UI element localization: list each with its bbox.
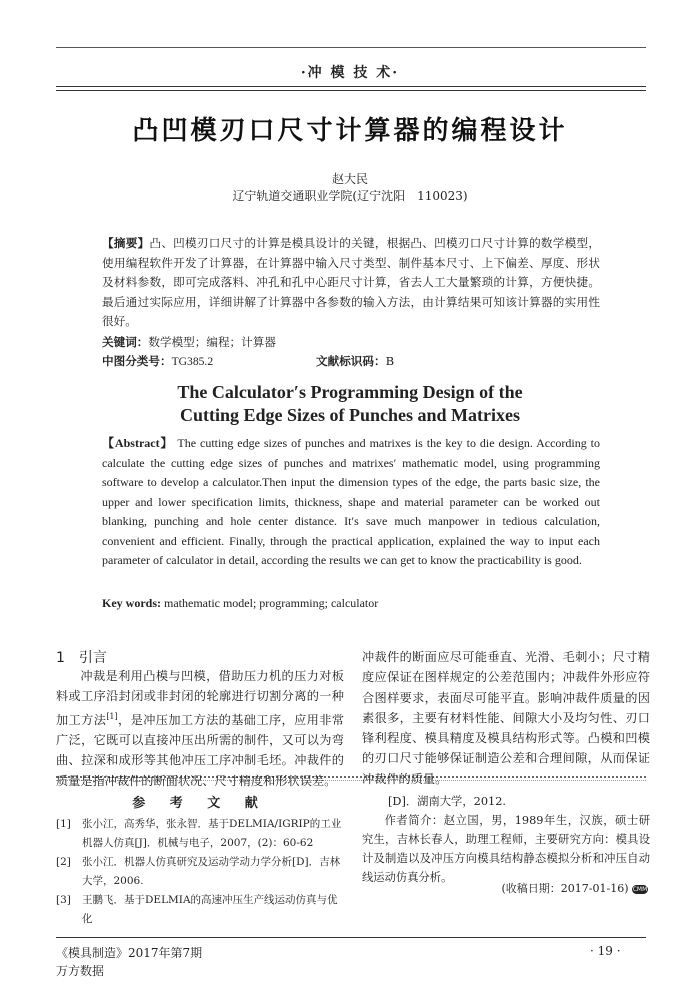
english-title xyxy=(0,381,700,427)
keywords-cn-label: 关键词： xyxy=(102,335,149,349)
keywords-en-text: mathematic model; programming; calculator xyxy=(164,596,379,610)
classification xyxy=(102,353,600,369)
received-date xyxy=(362,880,648,896)
abstract-en xyxy=(102,434,600,571)
section-rule-bottom xyxy=(56,90,646,91)
doc-code xyxy=(316,353,394,369)
reference-text: 张小江．机器人仿真研究及运动学动力学分析[D]．吉林大学，2006. xyxy=(82,856,341,887)
references-title: 参 考 文 献 xyxy=(132,796,268,811)
journal-footer: 《模具制造》2017年第7期 xyxy=(56,946,203,960)
abstract-cn-label: 【摘要】 xyxy=(102,236,150,250)
doc-label: 文献标识码： xyxy=(316,354,386,368)
intro-left-text-2: ，是冲压加工方法的基础工序，应用非常广泛，它既可以直接冲压出所需的制件，又可以为弯曲、拉深和成形等其他冲压工序冲制毛坯。冲裁件的质量是指冲裁件的断面状况、尺寸精度和形状误差。 xyxy=(56,712,345,788)
citation-ref: [1] xyxy=(106,711,118,721)
reference-item xyxy=(56,891,346,929)
intro-right-column: 冲裁件的断面应尽可能垂直、光滑、毛刺小；尺寸精度应保证在图样规定的公差范围内；冲裁件外形应符合图样要求，表面尽可能平直。影响冲裁件质量的因素很多，主要有材料性能、间隙大小及均匀性、刃口锋利程度、模具精度及模具结构形式等。凸模和凹模的刃口尺寸能够保证制造公差和合理间隙，从而保证冲裁件的质量。 xyxy=(362,650,650,786)
footer-rule xyxy=(56,937,646,938)
reference-item xyxy=(56,815,346,853)
article-affiliation: 辽宁轨道交通职业学院(辽宁沈阳 110023) xyxy=(232,189,468,203)
reference-number: [3] xyxy=(56,894,71,906)
doc-value: B xyxy=(385,354,395,368)
section-tag: ·冲 模 技 术· xyxy=(300,65,400,81)
abstract-cn xyxy=(102,234,600,332)
keywords-en-label: Key words: xyxy=(102,596,161,610)
right-bottom-column xyxy=(362,792,650,887)
reference-number: [2] xyxy=(56,856,71,868)
section-heading: 1 引言 xyxy=(56,650,107,666)
section-rule-top xyxy=(56,86,646,87)
english-title-line1: The Calculator′s Programming Design of the xyxy=(177,382,523,402)
abstract-cn-text: 凸、凹模刃口尺寸的计算是模具设计的关键，根据凸、凹模刃口尺寸计算的数学模型，使用编程软件开发了计算器，在计算器中输入尺寸类型、制件基本尺寸、上下偏差、厚度、形状及材料参数，即可完成落料、冲孔和孔中心距尺寸计算，省去人工大量繁琐的计算，方便快捷。最后通过实际应用，详细讲解了计算器中各参数的输入方法，由计算结果可知该计算器的实用性很好。 xyxy=(102,236,600,328)
cmm-logo-icon: CMM xyxy=(632,885,648,893)
reference-text: 张小江，高秀华，张永智．基于DELMIA/IGRIP的工业机器人仿真[J]．机械与电子，2007，(2)：60-62 xyxy=(82,818,342,849)
clc-value: TG385.2 xyxy=(171,355,214,368)
reference-continuation: [D]．湖南大学，2012. xyxy=(388,795,506,808)
abstract-en-text: The cutting edge sizes of punches and matrixes is the key to die design. According to calculate the cutting edge sizes of punches and matrixes′ mathematic model, using programming software to develop a calculator.Then input the dimension types of the edge, the parts basic size, the upper and lower specification limits, thickness, shape and material parameter can be worked out blanking, punching and hole center distance. It′s save much manpower in tedious calculation, convenient and efficient. Finally, through the practical application, explained the way to input each parameter of calculator in detail, according the results we can get to know the practicability is good. xyxy=(102,436,601,567)
references-list xyxy=(56,815,346,929)
author-bio: 作者简介：赵立国，男，1989年生，汉族，硕士研究生，吉林长春人，助理工程师，主要研究方向：模具设计及制造以及冲压方向模具结构静态模拟分析和冲压自动线运动仿真分析。 xyxy=(362,814,650,884)
reference-item xyxy=(56,853,346,891)
english-title-line2: Cutting Edge Sizes of Punches and Matrixes xyxy=(179,405,520,425)
intro-left-column xyxy=(56,666,344,791)
database-watermark: 万方数据 xyxy=(56,964,105,978)
keywords-en xyxy=(102,596,600,611)
keywords-cn-text: 数学模型；编程；计算器 xyxy=(148,335,276,349)
page-number: · 19 · xyxy=(590,944,621,958)
header-rule xyxy=(56,47,646,48)
intro-left-text: 冲裁是利用凸模与凹模，借助压力机的压力对板料或工序沿封闭或非封闭的轮廓进行切割分离的一种加工方法 xyxy=(56,669,344,727)
received-text: (收稿日期：2017-01-16) xyxy=(501,882,629,895)
article-author: 赵大民 xyxy=(331,172,368,186)
abstract-en-label: 【Abstract】 xyxy=(102,436,174,450)
reference-number: [1] xyxy=(56,818,71,830)
reference-text: 王鹏飞．基于DELMIA的高速冲压生产线运动仿真与优化 xyxy=(82,894,338,925)
clc-label: 中图分类号： xyxy=(102,354,172,368)
keywords-cn xyxy=(102,334,600,350)
article-title: 凸凹模刃口尺寸计算器的编程设计 xyxy=(132,116,568,146)
